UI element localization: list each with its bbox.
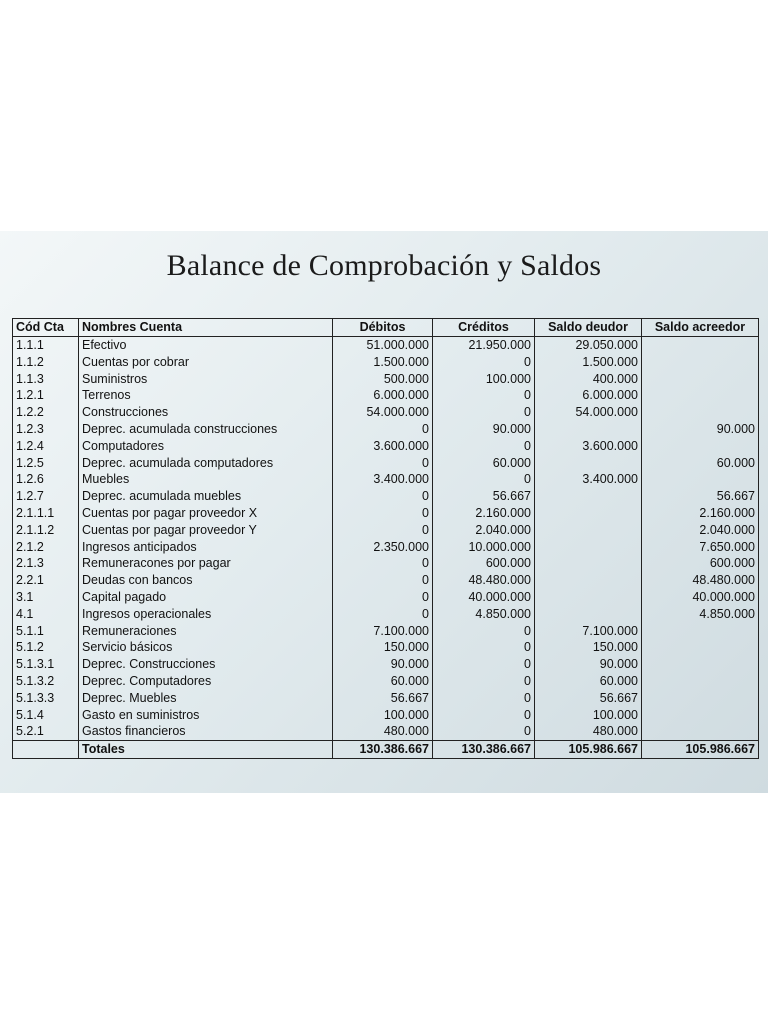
cell-credit-balance [642, 354, 759, 371]
cell-debit-balance: 54.000.000 [535, 404, 642, 421]
cell-code: 1.2.5 [13, 455, 79, 472]
cell-credit-balance: 2.040.000 [642, 522, 759, 539]
cell-code: 1.1.1 [13, 337, 79, 354]
cell-credit-balance [642, 387, 759, 404]
cell-credit-balance [642, 471, 759, 488]
cell-credit-balance: 2.160.000 [642, 505, 759, 522]
cell-credit-balance: 4.850.000 [642, 606, 759, 623]
header-debit-balance: Saldo deudor [535, 319, 642, 337]
cell-credit-balance: 60.000 [642, 455, 759, 472]
cell-credits: 40.000.000 [433, 589, 535, 606]
cell-credit-balance [642, 656, 759, 673]
cell-account-name: Deprec. acumulada computadores [79, 455, 333, 472]
cell-credit-balance: 90.000 [642, 421, 759, 438]
cell-credit-balance [642, 690, 759, 707]
table-row [13, 673, 759, 690]
cell-credit-balance: 7.650.000 [642, 539, 759, 556]
cell-debits: 2.350.000 [333, 539, 433, 556]
cell-debits: 500.000 [333, 371, 433, 388]
cell-account-name: Gastos financieros [79, 723, 333, 740]
cell-account-name: Remuneracones por pagar [79, 555, 333, 572]
cell-credits: 100.000 [433, 371, 535, 388]
table-row [13, 606, 759, 623]
cell-debit-balance: 1.500.000 [535, 354, 642, 371]
cell-account-name: Terrenos [79, 387, 333, 404]
cell-credit-balance [642, 404, 759, 421]
table-row [13, 488, 759, 505]
cell-credit-balance [642, 639, 759, 656]
cell-code: 1.2.7 [13, 488, 79, 505]
cell-credits: 90.000 [433, 421, 535, 438]
cell-code: 1.2.2 [13, 404, 79, 421]
cell-account-name: Cuentas por pagar proveedor Y [79, 522, 333, 539]
cell-debits: 1.500.000 [333, 354, 433, 371]
cell-debits: 7.100.000 [333, 623, 433, 640]
cell-credits: 600.000 [433, 555, 535, 572]
cell-code: 4.1 [13, 606, 79, 623]
cell-credits: 2.040.000 [433, 522, 535, 539]
cell-credit-balance: 40.000.000 [642, 589, 759, 606]
cell-credits: 60.000 [433, 455, 535, 472]
cell-debits: 56.667 [333, 690, 433, 707]
cell-credits: 48.480.000 [433, 572, 535, 589]
totals-row [13, 741, 759, 759]
cell-debits: 0 [333, 522, 433, 539]
cell-account-name: Construcciones [79, 404, 333, 421]
cell-debit-balance: 100.000 [535, 707, 642, 724]
cell-account-name: Deprec. Muebles [79, 690, 333, 707]
cell-code: 1.2.4 [13, 438, 79, 455]
cell-account-name: Remuneraciones [79, 623, 333, 640]
header-credit-balance: Saldo acreedor [642, 319, 759, 337]
slide-title: Balance de Comprobación y Saldos [166, 249, 602, 282]
cell-credits: 0 [433, 471, 535, 488]
cell-account-name: Deprec. acumulada muebles [79, 488, 333, 505]
cell-account-name: Cuentas por cobrar [79, 354, 333, 371]
cell-account-name: Computadores [79, 438, 333, 455]
cell-code: 1.1.2 [13, 354, 79, 371]
cell-debit-balance: 56.667 [535, 690, 642, 707]
table-row [13, 505, 759, 522]
cell-code: 2.1.2 [13, 539, 79, 556]
cell-account-name: Deprec. Construcciones [79, 656, 333, 673]
cell-account-name: Ingresos anticipados [79, 539, 333, 556]
cell-debits: 0 [333, 455, 433, 472]
cell-account-name: Deudas con bancos [79, 572, 333, 589]
table-row [13, 589, 759, 606]
cell-account-name: Suministros [79, 371, 333, 388]
table-row [13, 555, 759, 572]
table-row [13, 387, 759, 404]
cell-credit-balance [642, 707, 759, 724]
cell-debit-balance [535, 488, 642, 505]
cell-credits: 4.850.000 [433, 606, 535, 623]
cell-credits: 0 [433, 673, 535, 690]
cell-debits: 0 [333, 488, 433, 505]
cell-credit-balance [642, 438, 759, 455]
cell-credits: 0 [433, 707, 535, 724]
cell-debits: 6.000.000 [333, 387, 433, 404]
cell-code: 5.1.2 [13, 639, 79, 656]
cell-debit-balance: 480.000 [535, 723, 642, 740]
cell-credits: 0 [433, 639, 535, 656]
cell-code: 5.1.3.2 [13, 673, 79, 690]
cell-debits: 0 [333, 572, 433, 589]
cell-debit-balance: 3.400.000 [535, 471, 642, 488]
cell-credits: 0 [433, 404, 535, 421]
cell-credit-balance [642, 723, 759, 740]
table-row [13, 639, 759, 656]
cell-account-name: Deprec. Computadores [79, 673, 333, 690]
cell-debit-balance: 400.000 [535, 371, 642, 388]
cell-account-name: Muebles [79, 471, 333, 488]
cell-credit-balance [642, 623, 759, 640]
cell-credit-balance [642, 337, 759, 354]
table-body [13, 337, 759, 741]
cell-credit-balance [642, 371, 759, 388]
totals-code-cell [13, 741, 79, 759]
cell-code: 5.1.3.1 [13, 656, 79, 673]
header-code: Cód Cta [13, 319, 79, 337]
cell-debits: 54.000.000 [333, 404, 433, 421]
cell-debit-balance: 90.000 [535, 656, 642, 673]
cell-credit-balance [642, 673, 759, 690]
cell-debit-balance [535, 455, 642, 472]
table-row [13, 354, 759, 371]
cell-debits: 150.000 [333, 639, 433, 656]
table-row [13, 404, 759, 421]
cell-debit-balance [535, 539, 642, 556]
cell-code: 1.2.3 [13, 421, 79, 438]
cell-debit-balance [535, 522, 642, 539]
totals-debits: 130.386.667 [333, 741, 433, 759]
cell-debit-balance: 60.000 [535, 673, 642, 690]
cell-debit-balance: 6.000.000 [535, 387, 642, 404]
cell-debit-balance: 150.000 [535, 639, 642, 656]
cell-debits: 0 [333, 421, 433, 438]
cell-code: 1.2.6 [13, 471, 79, 488]
cell-account-name: Cuentas por pagar proveedor X [79, 505, 333, 522]
cell-credits: 0 [433, 623, 535, 640]
cell-debits: 60.000 [333, 673, 433, 690]
cell-code: 1.1.3 [13, 371, 79, 388]
cell-credits: 0 [433, 438, 535, 455]
cell-debits: 90.000 [333, 656, 433, 673]
cell-code: 3.1 [13, 589, 79, 606]
totals-credit-balance: 105.986.667 [642, 741, 759, 759]
table-row [13, 421, 759, 438]
cell-debits: 0 [333, 606, 433, 623]
table-row [13, 471, 759, 488]
cell-credits: 0 [433, 354, 535, 371]
header-name: Nombres Cuenta [79, 319, 333, 337]
cell-account-name: Gasto en suministros [79, 707, 333, 724]
totals-label: Totales [79, 741, 333, 759]
cell-code: 2.2.1 [13, 572, 79, 589]
cell-debit-balance [535, 555, 642, 572]
cell-debits: 3.600.000 [333, 438, 433, 455]
table-row [13, 623, 759, 640]
cell-credits: 0 [433, 690, 535, 707]
header-debits: Débitos [333, 319, 433, 337]
cell-debit-balance: 3.600.000 [535, 438, 642, 455]
cell-code: 5.2.1 [13, 723, 79, 740]
table-row [13, 707, 759, 724]
cell-code: 2.1.1.2 [13, 522, 79, 539]
cell-credits: 21.950.000 [433, 337, 535, 354]
cell-credits: 0 [433, 387, 535, 404]
cell-code: 1.2.1 [13, 387, 79, 404]
cell-credit-balance: 600.000 [642, 555, 759, 572]
totals-credits: 130.386.667 [433, 741, 535, 759]
cell-account-name: Ingresos operacionales [79, 606, 333, 623]
cell-debits: 480.000 [333, 723, 433, 740]
table-row [13, 455, 759, 472]
cell-debit-balance [535, 606, 642, 623]
cell-credit-balance: 56.667 [642, 488, 759, 505]
cell-code: 2.1.1.1 [13, 505, 79, 522]
cell-code: 2.1.3 [13, 555, 79, 572]
cell-credits: 0 [433, 656, 535, 673]
cell-account-name: Servicio básicos [79, 639, 333, 656]
table-row [13, 371, 759, 388]
table-row [13, 438, 759, 455]
cell-debit-balance [535, 572, 642, 589]
cell-debits: 0 [333, 555, 433, 572]
cell-debits: 0 [333, 589, 433, 606]
cell-debits: 51.000.000 [333, 337, 433, 354]
trial-balance-table [12, 318, 759, 759]
table-row [13, 539, 759, 556]
table-row [13, 572, 759, 589]
table-row [13, 690, 759, 707]
header-credits: Créditos [433, 319, 535, 337]
slide [0, 231, 768, 793]
cell-credits: 56.667 [433, 488, 535, 505]
table-row [13, 522, 759, 539]
cell-debit-balance [535, 589, 642, 606]
cell-debits: 0 [333, 505, 433, 522]
cell-account-name: Efectivo [79, 337, 333, 354]
cell-code: 5.1.4 [13, 707, 79, 724]
header-row [13, 319, 759, 337]
cell-debits: 100.000 [333, 707, 433, 724]
table-row [13, 337, 759, 354]
totals-debit-balance: 105.986.667 [535, 741, 642, 759]
cell-account-name: Deprec. acumulada construcciones [79, 421, 333, 438]
cell-debit-balance: 29.050.000 [535, 337, 642, 354]
cell-credits: 10.000.000 [433, 539, 535, 556]
cell-account-name: Capital pagado [79, 589, 333, 606]
cell-debit-balance [535, 505, 642, 522]
cell-code: 5.1.1 [13, 623, 79, 640]
cell-credits: 0 [433, 723, 535, 740]
cell-debits: 3.400.000 [333, 471, 433, 488]
cell-code: 5.1.3.3 [13, 690, 79, 707]
cell-debit-balance [535, 421, 642, 438]
table-row [13, 656, 759, 673]
table-row [13, 723, 759, 740]
cell-credit-balance: 48.480.000 [642, 572, 759, 589]
cell-debit-balance: 7.100.000 [535, 623, 642, 640]
cell-credits: 2.160.000 [433, 505, 535, 522]
